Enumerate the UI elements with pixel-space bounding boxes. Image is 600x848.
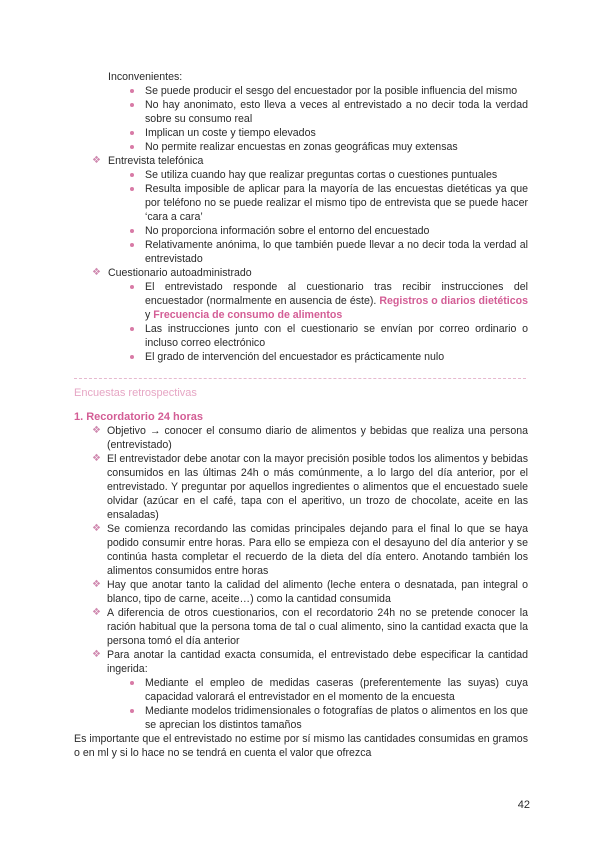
recordatorio-section [0, 424, 600, 760]
bullet-dot-icon [130, 103, 134, 107]
diamond-bullet-icon: ❖ [92, 607, 101, 618]
bullet-dot-icon [130, 709, 134, 713]
list-item: ❖ A diferencia de otros cuestionarios, con el recordatorio 24h no se pretende conocer la ración habitual que la persona toma de tal o cual alimento, sino la cantidad exacta que la persona tomó el día anterior [92, 607, 528, 647]
list-item: ❖ Objetivo → conocer el consumo diario de alimentos y bebidas que realiza una persona (entrevistado) [92, 425, 528, 451]
section-title: Encuestas retrospectivas [74, 387, 197, 399]
bullet-dot-icon [130, 327, 134, 331]
list-item: Mediante modelos tridimensionales o fotografías de platos o alimentos en los que se aprecian los distintos tamaños [130, 704, 528, 732]
list-item: Se utiliza cuando hay que realizar preguntas cortas o cuestiones puntuales [130, 168, 528, 182]
list-item: No hay anonimato, esto lleva a veces al entrevistado a no decir toda la verdad sobre su consumo real [130, 98, 528, 126]
inconvenientes-label: Inconvenientes: [108, 71, 183, 83]
bullet-dot-icon [130, 285, 134, 289]
bullet-dot-icon [130, 89, 134, 93]
diamond-bullet-icon: ❖ [92, 579, 101, 590]
link-registros-diarios[interactable]: Registros o diarios dietéticos [379, 295, 528, 307]
list-item: Las instrucciones junto con el cuestionario se envían por correo ordinario o incluso correo electrónico [130, 322, 528, 350]
list-item: ❖ Hay que anotar tanto la calidad del alimento (leche entera o desnatada, pan integral o blanco, tipo de carne, aceite…) como la cantidad consumida [92, 579, 528, 605]
list-item-autoadministrado: ❖ Cuestionario autoadministrado [92, 267, 252, 279]
diamond-bullet-icon: ❖ [92, 267, 101, 278]
list-item: El grado de intervención del encuestador es prácticamente nulo [130, 350, 528, 364]
closing-paragraph: Es importante que el entrevistado no estime por sí mismo las cantidades consumidas en gramos o en ml y si lo hace no se tendrá en cuenta el valor que ofrezca [74, 733, 528, 759]
bullet-dot-icon [130, 173, 134, 177]
bullet-dot-icon [130, 355, 134, 359]
list-item: ❖ El entrevistador debe anotar con la mayor precisión posible todos los alimentos y bebidas consumidos en las últimas 24h o más comúnmente, a lo largo del día anterior, por el entrevistado. Y preguntar por aquellos ingredientes o alimentos que el encuestado suele olvidar (azúcar en el café, tapa con el aperitivo, un trozo de chocolate, aceite en las ensaladas) [92, 453, 528, 521]
list-item-telefonica: ❖ Entrevista telefónica [92, 155, 204, 167]
bullet-dot-icon [130, 145, 134, 149]
list-item: Implican un coste y tiempo elevados [130, 126, 528, 140]
bullet-dot-icon [130, 187, 134, 191]
section-divider [74, 378, 526, 379]
list-item: Resulta imposible de aplicar para la mayoría de las encuestas dietéticas ya que por teléfono no se puede realizar el mismo tipo de entrevista que se puede hacer ‘cara a cara’ [130, 182, 528, 224]
diamond-bullet-icon: ❖ [92, 523, 101, 534]
diamond-bullet-icon: ❖ [92, 453, 101, 464]
subsection-title: 1. Recordatorio 24 horas [74, 411, 203, 423]
bullet-dot-icon [130, 131, 134, 135]
list-item: ❖ Para anotar la cantidad exacta consumida, el entrevistado debe especificar la cantidad ingerida: [92, 649, 528, 675]
list-item: Se puede producir el sesgo del encuestador por la posible influencia del mismo [130, 84, 528, 98]
page-number: 42 [517, 799, 530, 811]
list-item: Mediante el empleo de medidas caseras (preferentemente las suyas) cuya capacidad valorará el entrevistador en el momento de la encuesta [130, 676, 528, 704]
bullet-dot-icon [130, 243, 134, 247]
diamond-bullet-icon: ❖ [92, 425, 101, 436]
top-section [0, 70, 600, 364]
list-item: El entrevistado responde al cuestionario tras recibir instrucciones del encuestador (normalmente en ausencia de éste). Registros o diarios dietéticos y Frecuencia de consumo de alimentos [130, 280, 528, 322]
bullet-dot-icon [130, 681, 134, 685]
list-item: No proporciona información sobre el entorno del encuestado [130, 224, 528, 238]
diamond-bullet-icon: ❖ [92, 649, 101, 660]
bullet-dot-icon [130, 229, 134, 233]
list-item: Relativamente anónima, lo que también puede llevar a no decir toda la verdad al entrevistado [130, 238, 528, 266]
list-item: ❖ Se comienza recordando las comidas principales dejando para el final lo que se haya podido consumir entre horas. Para ello se empieza con el desayuno del día anterior y se continúa hasta completar el recuerdo de la dieta del día entero. Anotando también los alimentos consumidos entre horas [92, 523, 528, 577]
list-item: No permite realizar encuestas en zonas geográficas muy extensas [130, 140, 528, 154]
link-frecuencia-consumo[interactable]: Frecuencia de consumo de alimentos [153, 309, 343, 321]
diamond-bullet-icon: ❖ [92, 155, 101, 166]
